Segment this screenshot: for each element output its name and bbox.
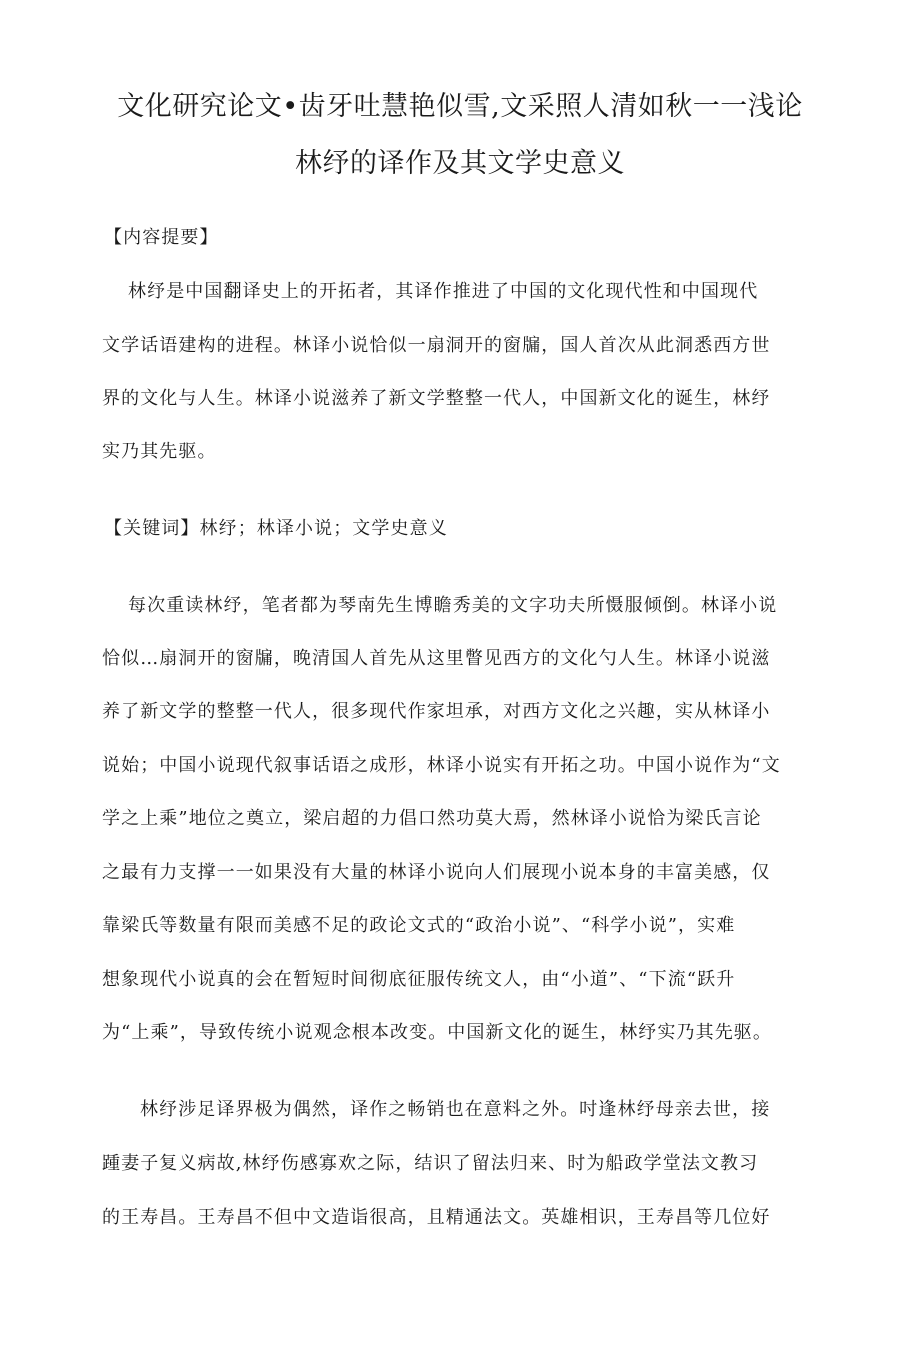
- paragraph-line: 靠梁氏等数量有限而美感不足的政论文式的“政治小说”、“科学小说”，实难: [102, 915, 736, 936]
- abstract-line: 林纾是中国翻译史上的开拓者，其译作推进了中国的文化现代性和中国现代: [128, 281, 759, 302]
- abstract-line: 界的文化与人生。林译小说滋养了新文学整整一代人，中国新文化的诞生，林纾: [102, 388, 771, 409]
- keywords-line: 【关键词】林纾；林译小说；文学史意义: [104, 518, 448, 539]
- abstract-line: 文学话语建构的进程。林译小说恰似一扇洞开的窗牖，国人首次从此洞悉西方世: [102, 335, 771, 356]
- paragraph-line: 学之上乘”地位之奠立，梁启超的力倡口然功莫大焉，然林译小说恰为梁氏言论: [102, 808, 762, 829]
- paragraph-line: 恰似…扇洞开的窗牖，晚清国人首先从这里瞥见西方的文化勺人生。林译小说滋: [102, 648, 771, 669]
- paragraph-line: 林纾涉足译界极为偶然，译作之畅销也在意料之外。吋逢林纾母亲去世，接: [140, 1099, 771, 1120]
- paragraph-line: 想象现代小说真的会在暂短时间彻底征服传统文人，由“小道”、“下流“跃升: [102, 969, 736, 990]
- paragraph-line: 养了新文学的整整一代人，很多现代作家坦承，对西方文化之兴趣，实从林译小: [102, 701, 771, 722]
- document-title-line-1: 文化研究论文•齿牙吐慧艳似雪,文采照人清如秋一一浅论: [117, 91, 803, 122]
- abstract-line: 实乃其先驱。: [102, 441, 217, 462]
- paragraph-line: 之最有力支撑一一如果没有大量的林译小说向人们展现小说本身的丰富美感，仅: [102, 862, 771, 883]
- paragraph-line: 为“上乘”，导致传统小说观念根本改变。中国新文化的诞生，林纾实乃其先驱。: [102, 1022, 773, 1043]
- document-title-line-2: 林纾的译作及其文学史意义: [295, 148, 625, 179]
- paragraph-line: 说始；中国小说现代叙事话语之成形，林译小说实有开拓之功。中国小说作为“文: [102, 755, 781, 776]
- paragraph-line: 踵妻子复义病故,林纾伤感寡欢之际，结识了留法归来、时为船政学堂法文教习: [102, 1153, 759, 1174]
- abstract-heading: 【内容提要】: [104, 227, 219, 248]
- paragraph-line: 的王寿昌。王寿昌不但中文造诣很高，且精通法文。英雄相识，王寿昌等几位好: [102, 1207, 771, 1228]
- paragraph-line: 每次重读林纾，笔者都为琴南先生博瞻秀美的文字功夫所慑服倾倒。林译小说: [128, 595, 778, 616]
